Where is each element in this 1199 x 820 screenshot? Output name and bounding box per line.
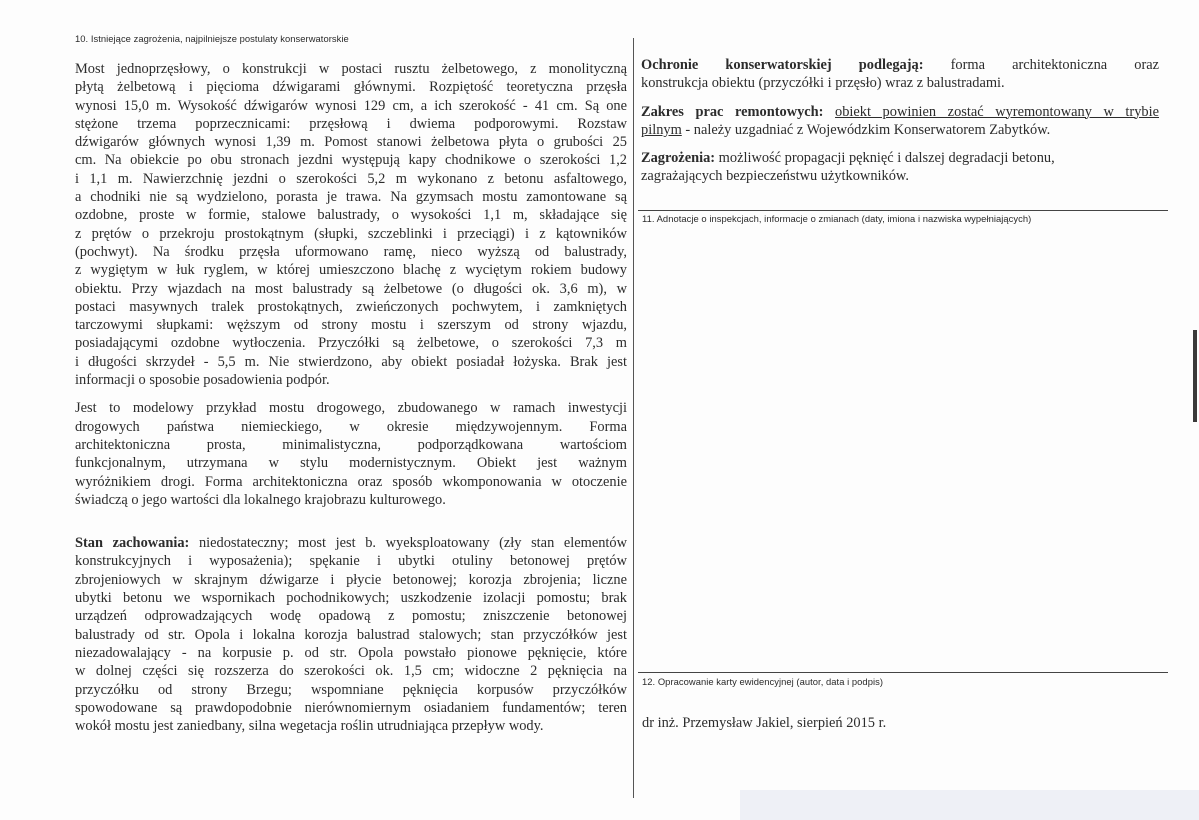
scope-line-2: pilnym - należy uzgadniać z Wojewódzkim Konserwatorem Zabytków. — [641, 121, 1051, 138]
description-line: tarczowymi słupkami: węższym od strony mostu i szerszym od strony wjazdu, — [75, 317, 627, 334]
description-line: (pochwyt). Na środku przęsła uformowano ramę, nieco wyższą od balustrady, — [75, 243, 627, 260]
description-line: obiektu. Przy wjazdach na most balustrady są żelbetowe (o długości ok. 3,6 m), w — [75, 280, 627, 297]
description-line: cm. Na obiekcie po obu stronach jezdni występują kapy chodnikowe o szerokości 1,2 — [75, 152, 627, 169]
description-line: postaci masywnych tralek prostokątnych, zwieńczonych pochwytem, i zamkniętych — [75, 298, 627, 315]
protection-line-1: Ochronie konserwatorskiej podlegają: forma architektoniczna oraz — [641, 57, 1160, 73]
condition-first-line: Stan zachowania: niedostateczny; most jest b. wyeksploatowany (zły stan elementów — [75, 535, 627, 552]
description-line: z prętów o przekroju prostokątnym (słupki, szczeblinki i przeciągi) i z kątowników — [75, 225, 627, 242]
description-line: i 1,1 m. Nawierzchnię jezdni o szerokości 5,2 m wykonano z betonu asfaltowego, — [75, 170, 627, 187]
threats-label: Zagrożenia: — [641, 150, 716, 167]
scope-label: Zakres prac remontowych: — [641, 103, 824, 120]
condition-line: przyczółku od strony Brzegu; wspomniane pęknięcia korpusów przyczółków — [75, 681, 627, 698]
description-line: płytą żelbetową i pięcioma dźwigarami głównymi. Rozpiętość teoretyczna przęsła — [75, 79, 627, 96]
value-line: świadczą o jego wartości dla lokalnego krajobrazu kulturowego. — [75, 491, 446, 508]
condition-line: urządzeń odprowadzających wodę opadową z pomostu; zniszczenie betonowej — [75, 608, 627, 625]
value-paragraph — [75, 399, 627, 509]
threats-line-2: zagrażających bezpieczeństwu użytkowników. — [641, 168, 909, 185]
section-12-heading: 12. Opracowanie karty ewidencyjnej (autor, data i podpis) — [642, 676, 884, 687]
threats-line-1: Zagrożenia: możliwość propagacji pęknięć i dalszej degradacji betonu, — [641, 150, 1055, 167]
value-line: architektoniczna prosta, minimalistyczna, podporządkowana wartościom — [75, 436, 627, 453]
description-line: ozdobne, proste w formie, stalowe balustrady, o wysokości 1,1 m, składające się — [75, 207, 627, 224]
condition-line: balustrady od str. Opola i lokalna korozja balustrad stalowych; stan przyczółków jest — [75, 626, 627, 643]
protection-line-2: konstrukcja obiektu (przyczółki i przęsło) wraz z balustradami. — [641, 75, 1005, 92]
condition-line: spowodowane są prawdopodobnie nierównomiernym osiadaniem fundamentów; teren — [75, 699, 627, 716]
value-line: drogowych państwa niemieckiego, w okresie międzywojennym. Forma — [75, 418, 627, 435]
section-11-rule — [638, 210, 1168, 211]
description-line: wynosi 15,0 m. Wysokość dźwigarów wynosi 129 cm, a ich szerokość - 41 cm. Są one — [75, 97, 627, 114]
column-divider — [633, 38, 634, 798]
description-line: informacji o sposobie posadowienia podpór. — [75, 372, 330, 389]
description-line: dźwigarów głównych wynosi 1,39 m. Pomost stanowi żelbetowa płyta o grubości 25 — [75, 134, 627, 151]
value-line: Jest to modelowy przykład mostu drogowego, zbudowanego w ramach inwestycji — [75, 400, 627, 417]
left-column — [75, 60, 627, 735]
scope-line-1: Zakres prac remontowych: obiekt powinien zostać wyremontowany w trybie — [641, 103, 1159, 120]
condition-line: niezadowalający - na korpusie p. od str. Opola powstało pionowe pęknięcie, które — [75, 644, 627, 661]
section-12-rule — [638, 672, 1168, 673]
description-paragraph — [75, 60, 627, 389]
condition-line: zbrojeniowych w skrajnym dźwigarze i płycie betonowej; korozja zbrojenia; liczne — [75, 571, 627, 588]
protection-label: Ochronie konserwatorskiej podlegają: — [641, 57, 924, 73]
description-line: stężone trzema poprzecznicami: przęsłową i dwiema podporowymi. Rozstaw — [75, 115, 627, 132]
description-line: posiadającymi ozdobne wytłoczenia. Przyczółki są żelbetowe, o szerokości 7,3 m — [75, 335, 627, 352]
section-10-heading: 10. Istniejące zagrożenia, najpilniejsze postulaty konserwatorskie — [75, 33, 349, 44]
scan-tint — [740, 790, 1199, 820]
condition-line: wokół mostu jest zaniedbany, silna wegetacja roślin utrudniająca przepływ wody. — [75, 718, 544, 735]
page-edge-mark — [1193, 330, 1197, 422]
description-line: i długości skrzydeł - 5,5 m. Nie stwierdzono, aby obiekt posiadał łożyska. Brak jest — [75, 353, 627, 370]
condition-line: w dolnej części się rozszerza do szerokości ok. 1,5 cm; widoczne 2 pęknięcia na — [75, 663, 627, 680]
right-column — [641, 56, 1159, 186]
author-signature: dr inż. Przemysław Jakiel, sierpień 2015 r. — [642, 715, 887, 731]
condition-line: konstrukcyjnych i wyposażenia); spękanie i ubytki otuliny betonowej prętów — [75, 553, 627, 570]
value-line: funkcjonalnym, utrzymana w stylu modernistycznym. Obiekt jest ważnym — [75, 455, 627, 472]
section-11-heading: 11. Adnotacje o inspekcjach, informacje o zmianach (daty, imiona i nazwiska wypełniających) — [642, 213, 1032, 224]
description-line: z wygiętym w łuk ryglem, w której umieszczono blachę z wyciętym rokiem budowy — [75, 262, 627, 279]
condition-line: ubytki betonu we wspornikach pochodnikowych; uszkodzenie izolacji pomostu; brak — [75, 590, 627, 607]
condition-label: Stan zachowania: — [75, 535, 190, 552]
value-line: wyróżnikiem drogi. Forma architektoniczna oraz sposób wkomponowania w otoczenie — [75, 473, 627, 490]
description-line: Most jednoprzęsłowy, o konstrukcji w postaci rusztu żelbetowego, z monolityczną — [75, 61, 627, 77]
condition-paragraph — [75, 534, 627, 735]
description-line: a chodniki nie są wydzielono, porasta je trawa. Na gzymsach mostu zamontowane są — [75, 189, 627, 206]
